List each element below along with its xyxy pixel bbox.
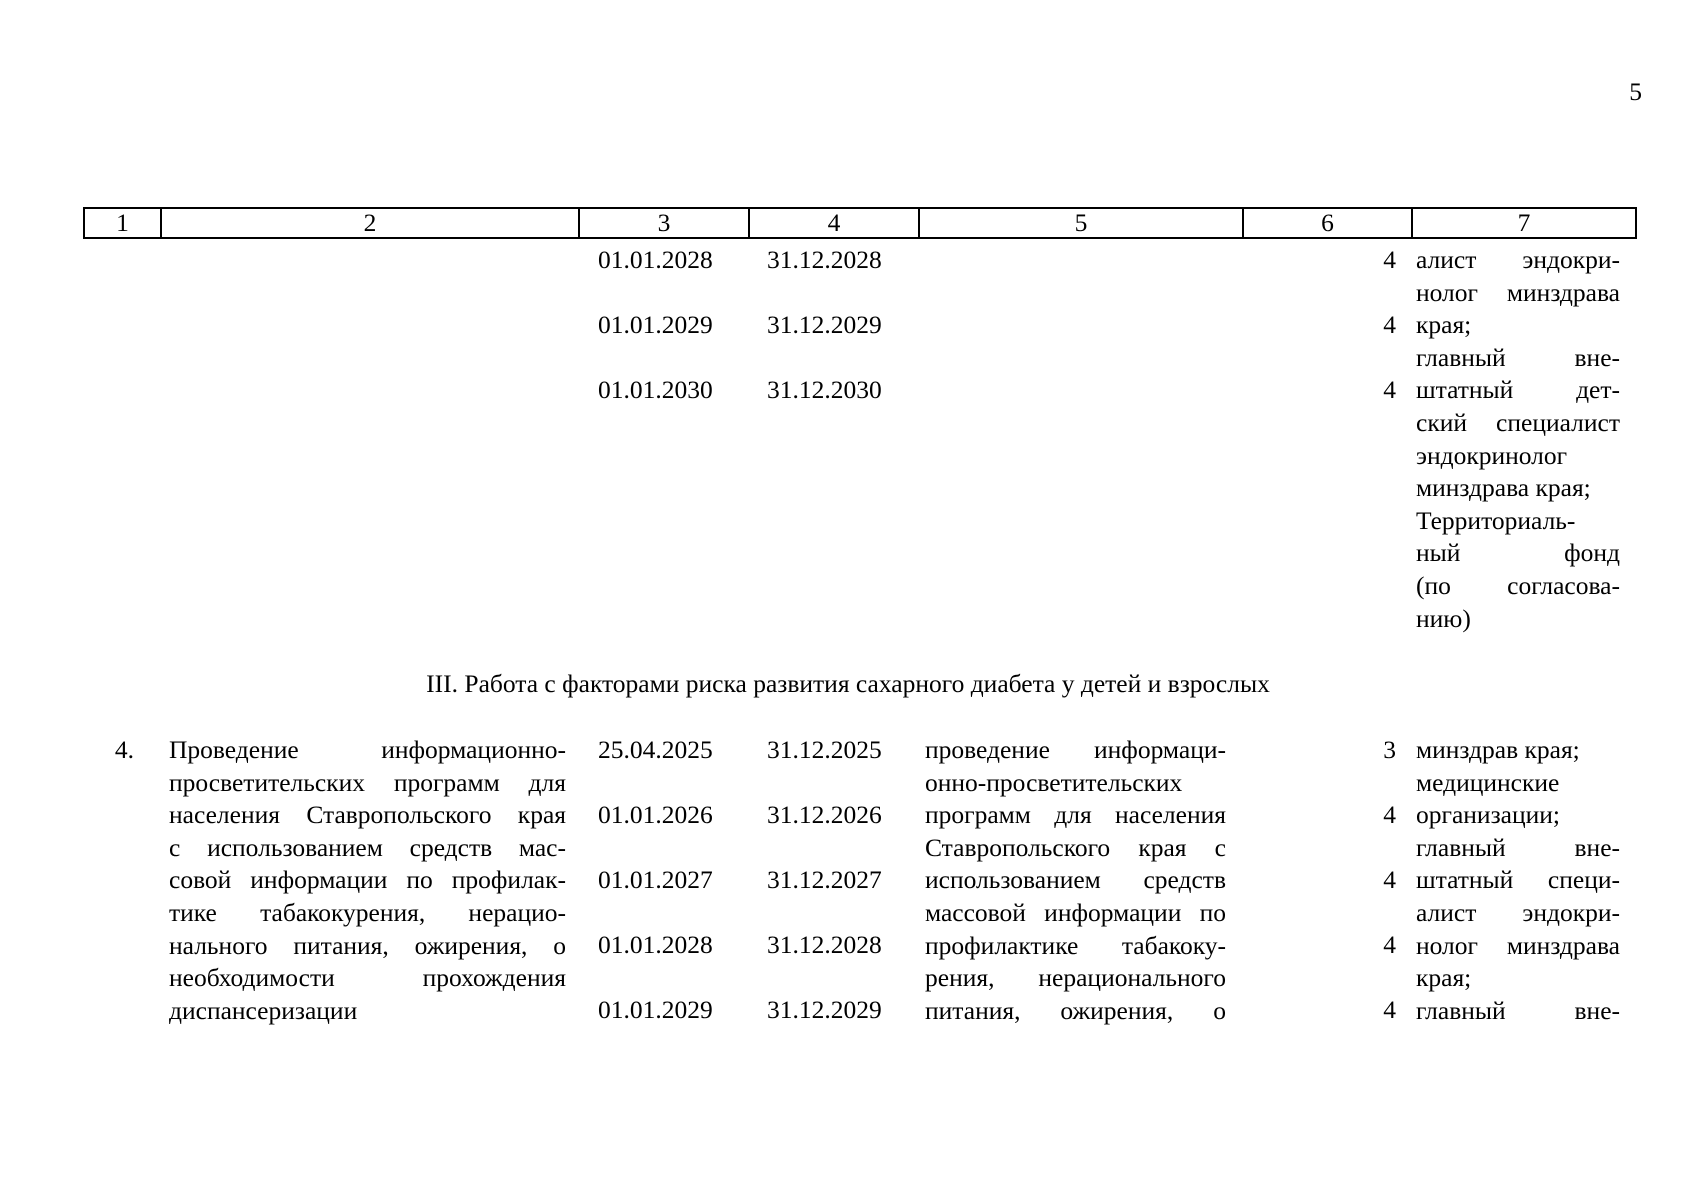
text-line: Ставропольского края с [925, 832, 1226, 862]
header-col-3: 3 [579, 208, 749, 238]
text-line: алист эндокри- [1416, 245, 1620, 274]
start-date: 01.01.2026 [598, 800, 713, 829]
header-col-4: 4 [749, 208, 919, 238]
text-line: необходимости прохождения [169, 963, 566, 993]
text-line: массовой информации по [925, 897, 1226, 927]
text-line: проведение информаци- [925, 735, 1226, 764]
text-line: Территориаль- [1416, 505, 1576, 535]
end-date: 31.12.2030 [767, 375, 882, 404]
text-line: ный фонд [1416, 538, 1620, 568]
text-line: тике табакокурения, нерацио- [169, 897, 566, 927]
measure-description [169, 734, 566, 1027]
text-line: (по согласова- [1416, 570, 1620, 600]
text-line: организации; [1416, 800, 1560, 830]
header-col-2: 2 [161, 208, 579, 238]
indicator-value: 4 [1383, 800, 1396, 829]
text-line: штатный специ- [1416, 865, 1620, 895]
header-col-6: 6 [1243, 208, 1412, 238]
column-number-header [83, 207, 1637, 239]
text-line: диспансеризации [169, 995, 358, 1025]
indicator-value: 4 [1383, 310, 1396, 339]
text-line: нолог минздрава [1416, 277, 1620, 307]
start-date: 25.04.2025 [598, 735, 713, 764]
text-line: рения, нерационального [925, 963, 1226, 993]
text-line: населения Ставропольского края [169, 800, 566, 830]
text-line: питания, ожирения, о [925, 995, 1226, 1025]
start-date: 01.01.2028 [598, 245, 713, 274]
end-date: 31.12.2028 [767, 930, 882, 959]
text-line: нального питания, ожирения, о [169, 930, 566, 960]
start-date: 01.01.2027 [598, 865, 713, 894]
indicator-value: 3 [1383, 735, 1396, 764]
end-date: 31.12.2029 [767, 995, 882, 1024]
section-title: III. Работа с факторами риска развития сахарного диабета у детей и взрослых [426, 669, 1270, 698]
end-date: 31.12.2025 [767, 735, 882, 764]
text-line: профилактике табакоку- [925, 930, 1226, 960]
indicator-value: 4 [1383, 245, 1396, 274]
text-line: края; [1416, 963, 1472, 993]
header-col-1: 1 [84, 208, 161, 238]
responsible-executors [1416, 734, 1620, 1027]
end-date: 31.12.2026 [767, 800, 882, 829]
start-date: 01.01.2030 [598, 375, 713, 404]
header-col-7: 7 [1412, 208, 1636, 238]
expected-result [925, 734, 1226, 1027]
text-line: главный вне- [1416, 342, 1620, 372]
indicator-value: 4 [1383, 375, 1396, 404]
text-line: нолог минздрава [1416, 930, 1620, 960]
text-line: ский специалист [1416, 407, 1620, 437]
text-line: совой информации по профилак- [169, 865, 566, 895]
end-date: 31.12.2028 [767, 245, 882, 274]
text-line: с использованием средств мас- [169, 832, 566, 862]
end-date: 31.12.2027 [767, 865, 882, 894]
indicator-value: 4 [1383, 930, 1396, 959]
text-line: Проведение информационно- [169, 735, 566, 764]
text-line: минздрав края; [1416, 735, 1580, 764]
text-line: штатный дет- [1416, 375, 1620, 405]
header-col-5: 5 [919, 208, 1243, 238]
indicator-value: 4 [1383, 995, 1396, 1024]
responsible-executors [1416, 244, 1620, 635]
page-number: 5 [1629, 77, 1642, 106]
text-line: алист эндокри- [1416, 897, 1620, 927]
text-line: медицинские [1416, 767, 1560, 797]
text-line: использованием средств [925, 865, 1226, 895]
indicator-value: 4 [1383, 865, 1396, 894]
text-line: просветительских программ для [169, 767, 566, 797]
text-line: главный вне- [1416, 832, 1620, 862]
end-date: 31.12.2029 [767, 310, 882, 339]
text-line: минздрава края; [1416, 473, 1591, 503]
text-line: нию) [1416, 603, 1471, 633]
text-line: программ для населения [925, 800, 1226, 830]
text-line: края; [1416, 310, 1472, 340]
start-date: 01.01.2028 [598, 930, 713, 959]
text-line: онно-просветительских [925, 767, 1183, 797]
text-line: эндокринолог [1416, 440, 1568, 470]
start-date: 01.01.2029 [598, 995, 713, 1024]
start-date: 01.01.2029 [598, 310, 713, 339]
item-number: 4. [114, 735, 134, 764]
text-line: главный вне- [1416, 995, 1620, 1025]
